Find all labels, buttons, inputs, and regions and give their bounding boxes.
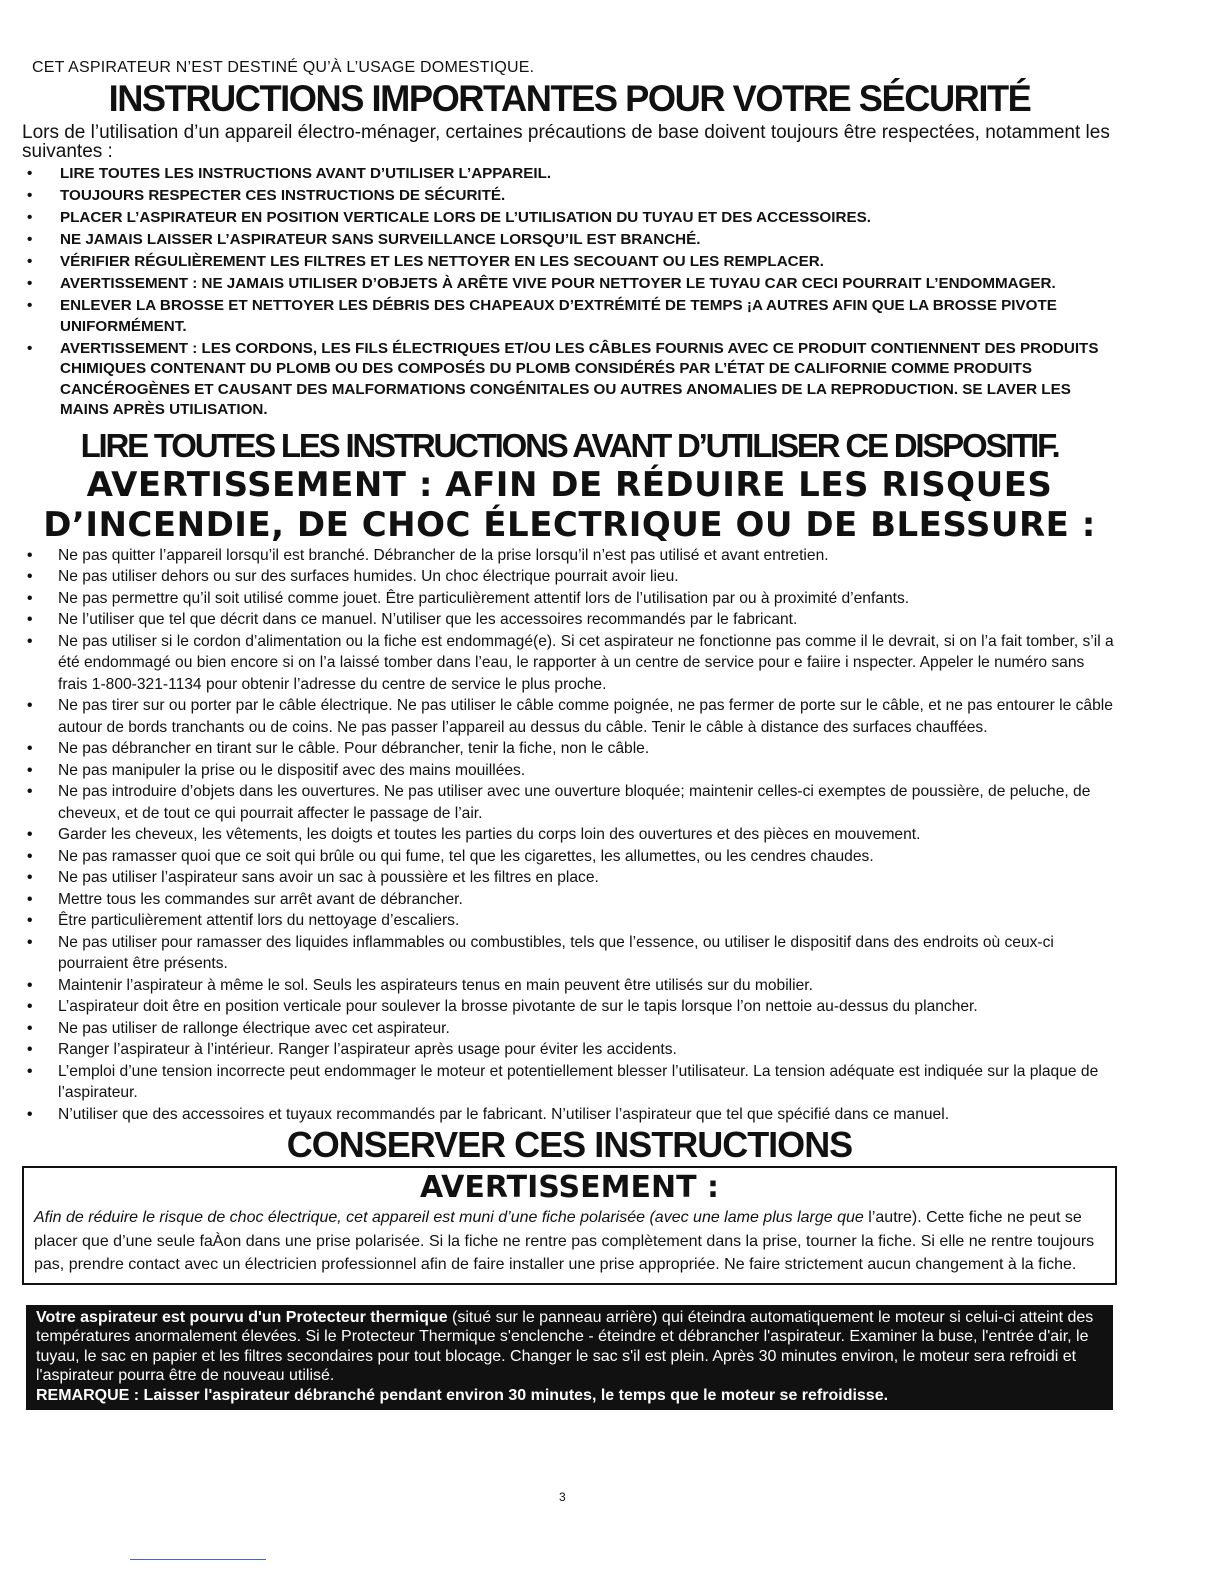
rule-item: • Mettre tous les commandes sur arrêt avant de débrancher. xyxy=(22,889,1117,911)
rules-list xyxy=(22,545,1117,1126)
thermal-protector-notice xyxy=(26,1305,1113,1411)
safety-item: • AVERTISSEMENT : NE JAMAIS UTILISER D’OBJETS À ARÊTE VIVE POUR NETTOYER LE TUYAU CAR CECI POURRAIT L’ENDOMMAGER. xyxy=(22,274,1117,295)
bullet-icon: • xyxy=(27,933,33,951)
bullet-icon: • xyxy=(27,253,33,270)
bullet-icon: • xyxy=(27,297,33,314)
bullet-icon: • xyxy=(27,912,33,929)
thermal-notice-remark: REMARQUE : Laisser l'aspirateur débranché pendant environ 30 minutes, le temps que le moteur se refroidisse. xyxy=(36,1386,889,1404)
rule-item: • Garder les cheveux, les vêtements, les doigts et toutes les parties du corps loin des ouvertures et des pièces en mouvement. xyxy=(22,824,1117,846)
rule-item: • Ne pas utiliser de rallonge électrique avec cet aspirateur. xyxy=(22,1018,1117,1040)
rule-item: • Ne pas permettre qu’il soit utilisé comme jouet. Être particulièrement attentif lors de l’utilisation par ou à proximité d’enfants. xyxy=(22,588,1117,610)
safety-item: • TOUJOURS RESPECTER CES INSTRUCTIONS DE SÉCURITÉ. xyxy=(22,186,1117,207)
rule-item: • Ne pas manipuler la prise ou le dispositif avec des mains mouillées. xyxy=(22,760,1117,782)
safety-list xyxy=(22,164,1117,421)
rule-item: • Ne pas introduire d’objets dans les ouvertures. Ne pas utiliser avec une ouverture bloquée; maintenir celles-ci exemptes de poussière, de peluche, de cheveux, et de tout ce qui pourrait affecter le passage de l’air. xyxy=(27,783,1091,822)
bullet-icon: • xyxy=(27,761,33,779)
rule-item: • Être particulièrement attentif lors du nettoyage d’escaliers. xyxy=(22,910,1117,932)
domestic-use-notice: CET ASPIRATEUR N’EST DESTINÉ QU’À L’USAGE DOMESTIQUE. xyxy=(32,59,535,76)
bullet-icon: • xyxy=(27,869,33,886)
rule-item: • Ne pas débrancher en tirant sur le câble. Pour débrancher, tenir la fiche, non le câble. xyxy=(22,738,1117,760)
thermal-notice-body: (situé sur le panneau arrière) qui éteindra automatiquement le moteur si celui-ci atteint des températures anormalement élevées. Si le Protecteur Thermique s'enclenche - éteindre et débrancher l'aspirateur. Examiner la buse, l'entrée d'air, le tuyau, le sac en papier et les filtres secondaires pour tout blocage. Changer le sac s'il est plein. Après 30 minutes environ, le moteur sera refroidi et l'aspirateur pourra être de nouveau utilisé. xyxy=(36,1308,1094,1384)
bullet-icon: • xyxy=(27,275,33,292)
warning-box-title: AVERTISSEMENT : xyxy=(420,1170,719,1205)
read-all-heading: LIRE TOUTES LES INSTRUCTIONS AVANT D’UTILISER CE DISPOSITIF. xyxy=(80,426,1059,464)
bullet-icon: • xyxy=(27,976,33,994)
bullet-icon: • xyxy=(27,1062,33,1080)
bullet-icon: • xyxy=(27,165,33,182)
bullet-icon: • xyxy=(27,632,33,650)
bullet-icon: • xyxy=(27,847,33,865)
rule-item: • Ne pas tirer sur ou porter par le câble électrique. Ne pas utiliser le câble comme poignée, ne pas fermer de porte sur le câble, et ne pas entourer le câble autour de bords tranchants ou de coins. Ne pas passer l’appareil au dessus du câble. Tenir le câble à distance des surfaces chauffées. xyxy=(27,697,1113,736)
page-number: 3 xyxy=(559,1490,566,1504)
rule-item: • L’aspirateur doit être en position verticale pour soulever la brosse pivotante de sur le tapis lorsque l’on nettoie au-dessus du plancher. xyxy=(22,996,1117,1018)
safety-item: • VÉRIFIER RÉGULIÈREMENT LES FILTRES ET LES NETTOYER EN LES SECOUANT OU LES REMPLACER. xyxy=(22,252,1117,273)
bullet-icon: • xyxy=(27,826,33,843)
bullet-icon: • xyxy=(27,568,33,585)
rule-item: • Ne pas utiliser pour ramasser des liquides inflammables ou combustibles, tels que l’essence, ou utiliser le dispositif dans des endroits où ceux-ci pourraient être présents. xyxy=(27,933,1054,972)
bullet-icon: • xyxy=(27,611,33,628)
bullet-icon: • xyxy=(27,998,33,1015)
bullet-icon: • xyxy=(27,1019,33,1037)
rule-item: • Ne pas ramasser quoi que ce soit qui brûle ou qui fume, tel que les cigarettes, les allumettes, ou les cendres chaudes. xyxy=(22,846,1117,868)
rule-item: • Ranger l’aspirateur à l’intérieur. Ranger l’aspirateur après usage pour éviter les accidents. xyxy=(22,1039,1117,1061)
manual-page xyxy=(22,58,1117,1410)
bullet-icon: • xyxy=(27,740,33,757)
rule-item: • Maintenir l’aspirateur à même le sol. Seuls les aspirateurs tenus en main peuvent être utilisés sur du mobilier. xyxy=(22,975,1117,997)
rule-item: • Ne pas utiliser si le cordon d’alimentation ou la fiche est endommagé(e). Si cet aspirateur ne fonctionne pas comme il le devrait, si on l’a fait tomber, s’il a été endommagé ou bien encore si on l’a laissé tomber dans l’eau, le rapporter à un centre de service pour e faiire i nspecter. Appeler le numéro sans frais 1-800-321-1134 pour obtenir l’adresse du centre de service le plus proche. xyxy=(27,632,1114,693)
bullet-icon: • xyxy=(27,697,33,714)
bullet-icon: • xyxy=(27,589,33,607)
thermal-notice-lead: Votre aspirateur est pourvu d'un Protecteur thermique xyxy=(36,1308,448,1326)
rule-item: • N’utiliser que des accessoires et tuyaux recommandés par le fabricant. N’utiliser l’aspirateur que tel que spécifié dans ce manuel. xyxy=(22,1104,1117,1126)
safety-item: • PLACER L’ASPIRATEUR EN POSITION VERTICALE LORS DE L’UTILISATION DU TUYAU ET DES ACCESSOIRES. xyxy=(22,208,1117,229)
safety-item: • LIRE TOUTES LES INSTRUCTIONS AVANT D’UTILISER L’APPAREIL. xyxy=(22,164,1117,185)
rule-item: • Ne pas utiliser dehors ou sur des surfaces humides. Un choc électrique pourrait avoir lieu. xyxy=(22,566,1117,588)
bullet-icon: • xyxy=(27,546,33,564)
warning-box-text: Afin de réduire le risque de choc électrique, cet appareil est muni d’une fiche polarisée (avec une lame plus large que l’autre). Cette fiche ne peut se placer que d’une seule faÀon dans une prise polarisée. Si la fiche ne rentre pas complètement dans la prise, tourner la fiche. Si elle ne rentre toujours pas, prendre contact avec un électricien professionnel afin de faire installer une prise appropriée. Ne faire strictement aucun changement à la fiche. xyxy=(34,1209,1095,1273)
safety-item: • AVERTISSEMENT : LES CORDONS, LES FILS ÉLECTRIQUES ET/OU LES CÂBLES FOURNIS AVEC CE PRODUIT CONTIENNENT DES PRODUITS CHIMIQUES CONTENANT DU PLOMB OU DES COMPOSÉS DU PLOMB CONSIDÉRÉS PAR L’ÉTAT DE CALIFORNIE COMME PRODUITS CANCÉROGÈNES ET CAUSANT DES MALFORMATIONS CONGÉNITALES OU AUTRES ANOMALIES DE LA REPRODUCTION. SE LAVER LES MAINS APRÈS UTILISATION. xyxy=(27,339,1099,418)
bullet-icon: • xyxy=(27,231,33,248)
safety-item: • ENLEVER LA BROSSE ET NETTOYER LES DÉBRIS DES CHAPEAUX D’EXTRÉMITÉ DE TEMPS ¡A AUTRES AFIN QUE LA BROSSE PIVOTE UNIFORMÉMENT. xyxy=(27,297,1057,335)
bullet-icon: • xyxy=(27,1105,33,1123)
warning-heading-line1: AVERTISSEMENT : AFIN DE RÉDUIRE LES RISQUES xyxy=(86,464,1053,505)
warning-heading-line2: D’INCENDIE, DE CHOC ÉLECTRIQUE OU DE BLESSURE : xyxy=(43,504,1096,545)
rule-item: • Ne pas utiliser l’aspirateur sans avoir un sac à poussière et les filtres en place. xyxy=(22,867,1117,889)
bullet-icon: • xyxy=(27,783,33,800)
save-instructions-heading: CONSERVER CES INSTRUCTIONS xyxy=(286,1124,853,1165)
bullet-icon: • xyxy=(27,187,33,204)
polarized-plug-warning-box xyxy=(22,1166,1117,1285)
intro-paragraph: Lors de l’utilisation d’un appareil électro-ménager, certaines précautions de base doivent toujours être respectées, notamment les suivantes : xyxy=(22,122,1110,162)
rule-item: • Ne pas quitter l’appareil lorsqu’il est branché. Débrancher de la prise lorsqu’il n’est pas utilisé et avant entretien. xyxy=(22,545,1117,567)
safety-item: • NE JAMAIS LAISSER L’ASPIRATEUR SANS SURVEILLANCE LORSQU’IL EST BRANCHÉ. xyxy=(22,230,1117,251)
rule-item: • Ne l’utiliser que tel que décrit dans ce manuel. N’utiliser que les accessoires recommandés par le fabricant. xyxy=(22,609,1117,631)
bullet-icon: • xyxy=(27,339,33,357)
page-title: INSTRUCTIONS IMPORTANTES POUR VOTRE SÉCURITÉ xyxy=(108,78,1031,119)
rule-item: • L’emploi d’une tension incorrecte peut endommager le moteur et potentiellement blesser l’utilisateur. La tension adéquate est indiquée sur la plaque de l’aspirateur. xyxy=(27,1062,1099,1101)
footer-divider xyxy=(130,1559,266,1560)
bullet-icon: • xyxy=(27,1041,33,1058)
bullet-icon: • xyxy=(27,890,33,908)
bullet-icon: • xyxy=(27,209,33,226)
